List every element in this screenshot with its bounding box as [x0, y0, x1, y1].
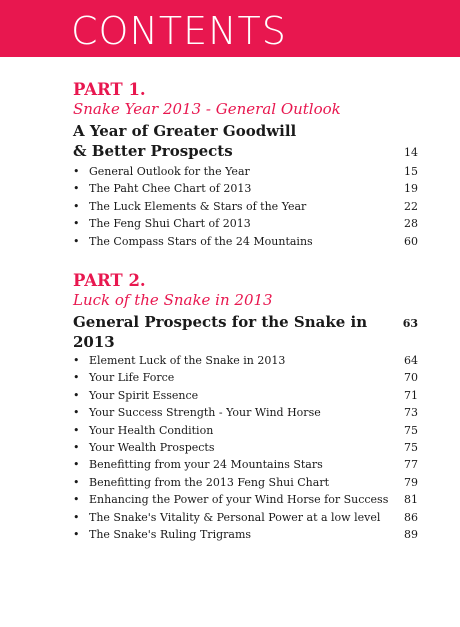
toc-entry[interactable]	[73, 404, 418, 421]
toc-entry-text: • The Feng Shui Chart of 2013	[73, 215, 251, 232]
page-number: 15	[404, 165, 418, 178]
page-number: 28	[404, 217, 418, 231]
toc-entry[interactable]	[73, 180, 418, 197]
page-title: CONTENTS	[71, 9, 287, 53]
toc-entry-text: • The Snake's Ruling Trigrams	[73, 526, 251, 543]
page-number: 73	[404, 406, 418, 420]
toc-entry[interactable]	[73, 233, 418, 250]
toc-entry[interactable]	[73, 491, 418, 508]
section-heading[interactable]	[73, 312, 418, 352]
toc-entry[interactable]	[73, 163, 418, 180]
section-heading[interactable]	[73, 121, 418, 141]
part-subtitle: Snake Year 2013 - General Outlook	[73, 100, 341, 118]
section-heading-text: & Better Prospects	[73, 142, 233, 160]
toc-entry[interactable]	[73, 422, 418, 439]
toc-list	[73, 352, 418, 543]
section-heading[interactable]	[73, 141, 418, 163]
part-label: PART 2.	[73, 271, 146, 290]
part-subtitle: Luck of the Snake in 2013	[73, 291, 273, 309]
toc-entry[interactable]	[73, 198, 418, 215]
toc-entry[interactable]	[73, 456, 418, 473]
page-number: 19	[404, 182, 418, 196]
toc-entry[interactable]	[73, 387, 418, 404]
toc-list	[73, 163, 418, 250]
toc-entry-text: • Your Health Condition	[73, 422, 213, 439]
page-number: 64	[404, 354, 418, 367]
toc-entry[interactable]	[73, 526, 418, 543]
page-number: 86	[404, 510, 418, 524]
page-number: 14	[404, 146, 418, 159]
toc-entry[interactable]	[73, 439, 418, 456]
toc-entry-text: • The Luck Elements & Stars of the Year	[73, 198, 306, 215]
page-number: 79	[404, 475, 418, 489]
page-number: 75	[404, 423, 418, 437]
toc-entry-text: • Benefitting from the 2013 Feng Shui Chart	[73, 474, 329, 491]
section-heading-text: General Prospects for the Snake in 2013	[73, 313, 368, 351]
page-number: 63	[402, 317, 418, 330]
toc-entry-text: • Element Luck of the Snake in 2013	[73, 352, 285, 369]
toc-entry[interactable]	[73, 215, 418, 232]
page-number: 60	[404, 234, 418, 248]
toc-entry-text: • Your Spirit Essence	[73, 387, 198, 404]
page-number: 70	[404, 371, 418, 385]
toc-entry-text: • General Outlook for the Year	[73, 163, 250, 180]
part-2	[73, 271, 418, 543]
section-heading-text: A Year of Greater Goodwill	[73, 122, 297, 140]
page-number: 71	[404, 388, 418, 402]
contents-banner	[0, 0, 460, 57]
toc-entry-text: • The Compass Stars of the 24 Mountains	[73, 233, 313, 250]
page-number: 75	[404, 440, 418, 454]
toc-entry-text: • The Snake's Vitality & Personal Power at a low level	[73, 509, 380, 526]
toc-entry-text: • Your Wealth Prospects	[73, 439, 214, 456]
toc-entry-text: • Enhancing the Power of your Wind Horse for Success	[73, 491, 388, 508]
toc-entry[interactable]	[73, 352, 418, 369]
toc-entry-text: • Benefitting from your 24 Mountains Stars	[73, 456, 323, 473]
part-1	[73, 80, 418, 250]
part-label: PART 1.	[73, 80, 146, 99]
toc-entry-text: • Your Life Force	[73, 369, 174, 386]
toc-entry-text: • The Paht Chee Chart of 2013	[73, 180, 251, 197]
toc-entry[interactable]	[73, 474, 418, 491]
toc-entry[interactable]	[73, 509, 418, 526]
toc-entry-text: • Your Success Strength - Your Wind Horse	[73, 404, 321, 421]
page-number: 22	[404, 199, 418, 213]
page-number: 77	[404, 458, 418, 472]
page-number: 81	[404, 493, 418, 507]
toc-entry[interactable]	[73, 369, 418, 386]
page-number: 89	[404, 527, 418, 541]
